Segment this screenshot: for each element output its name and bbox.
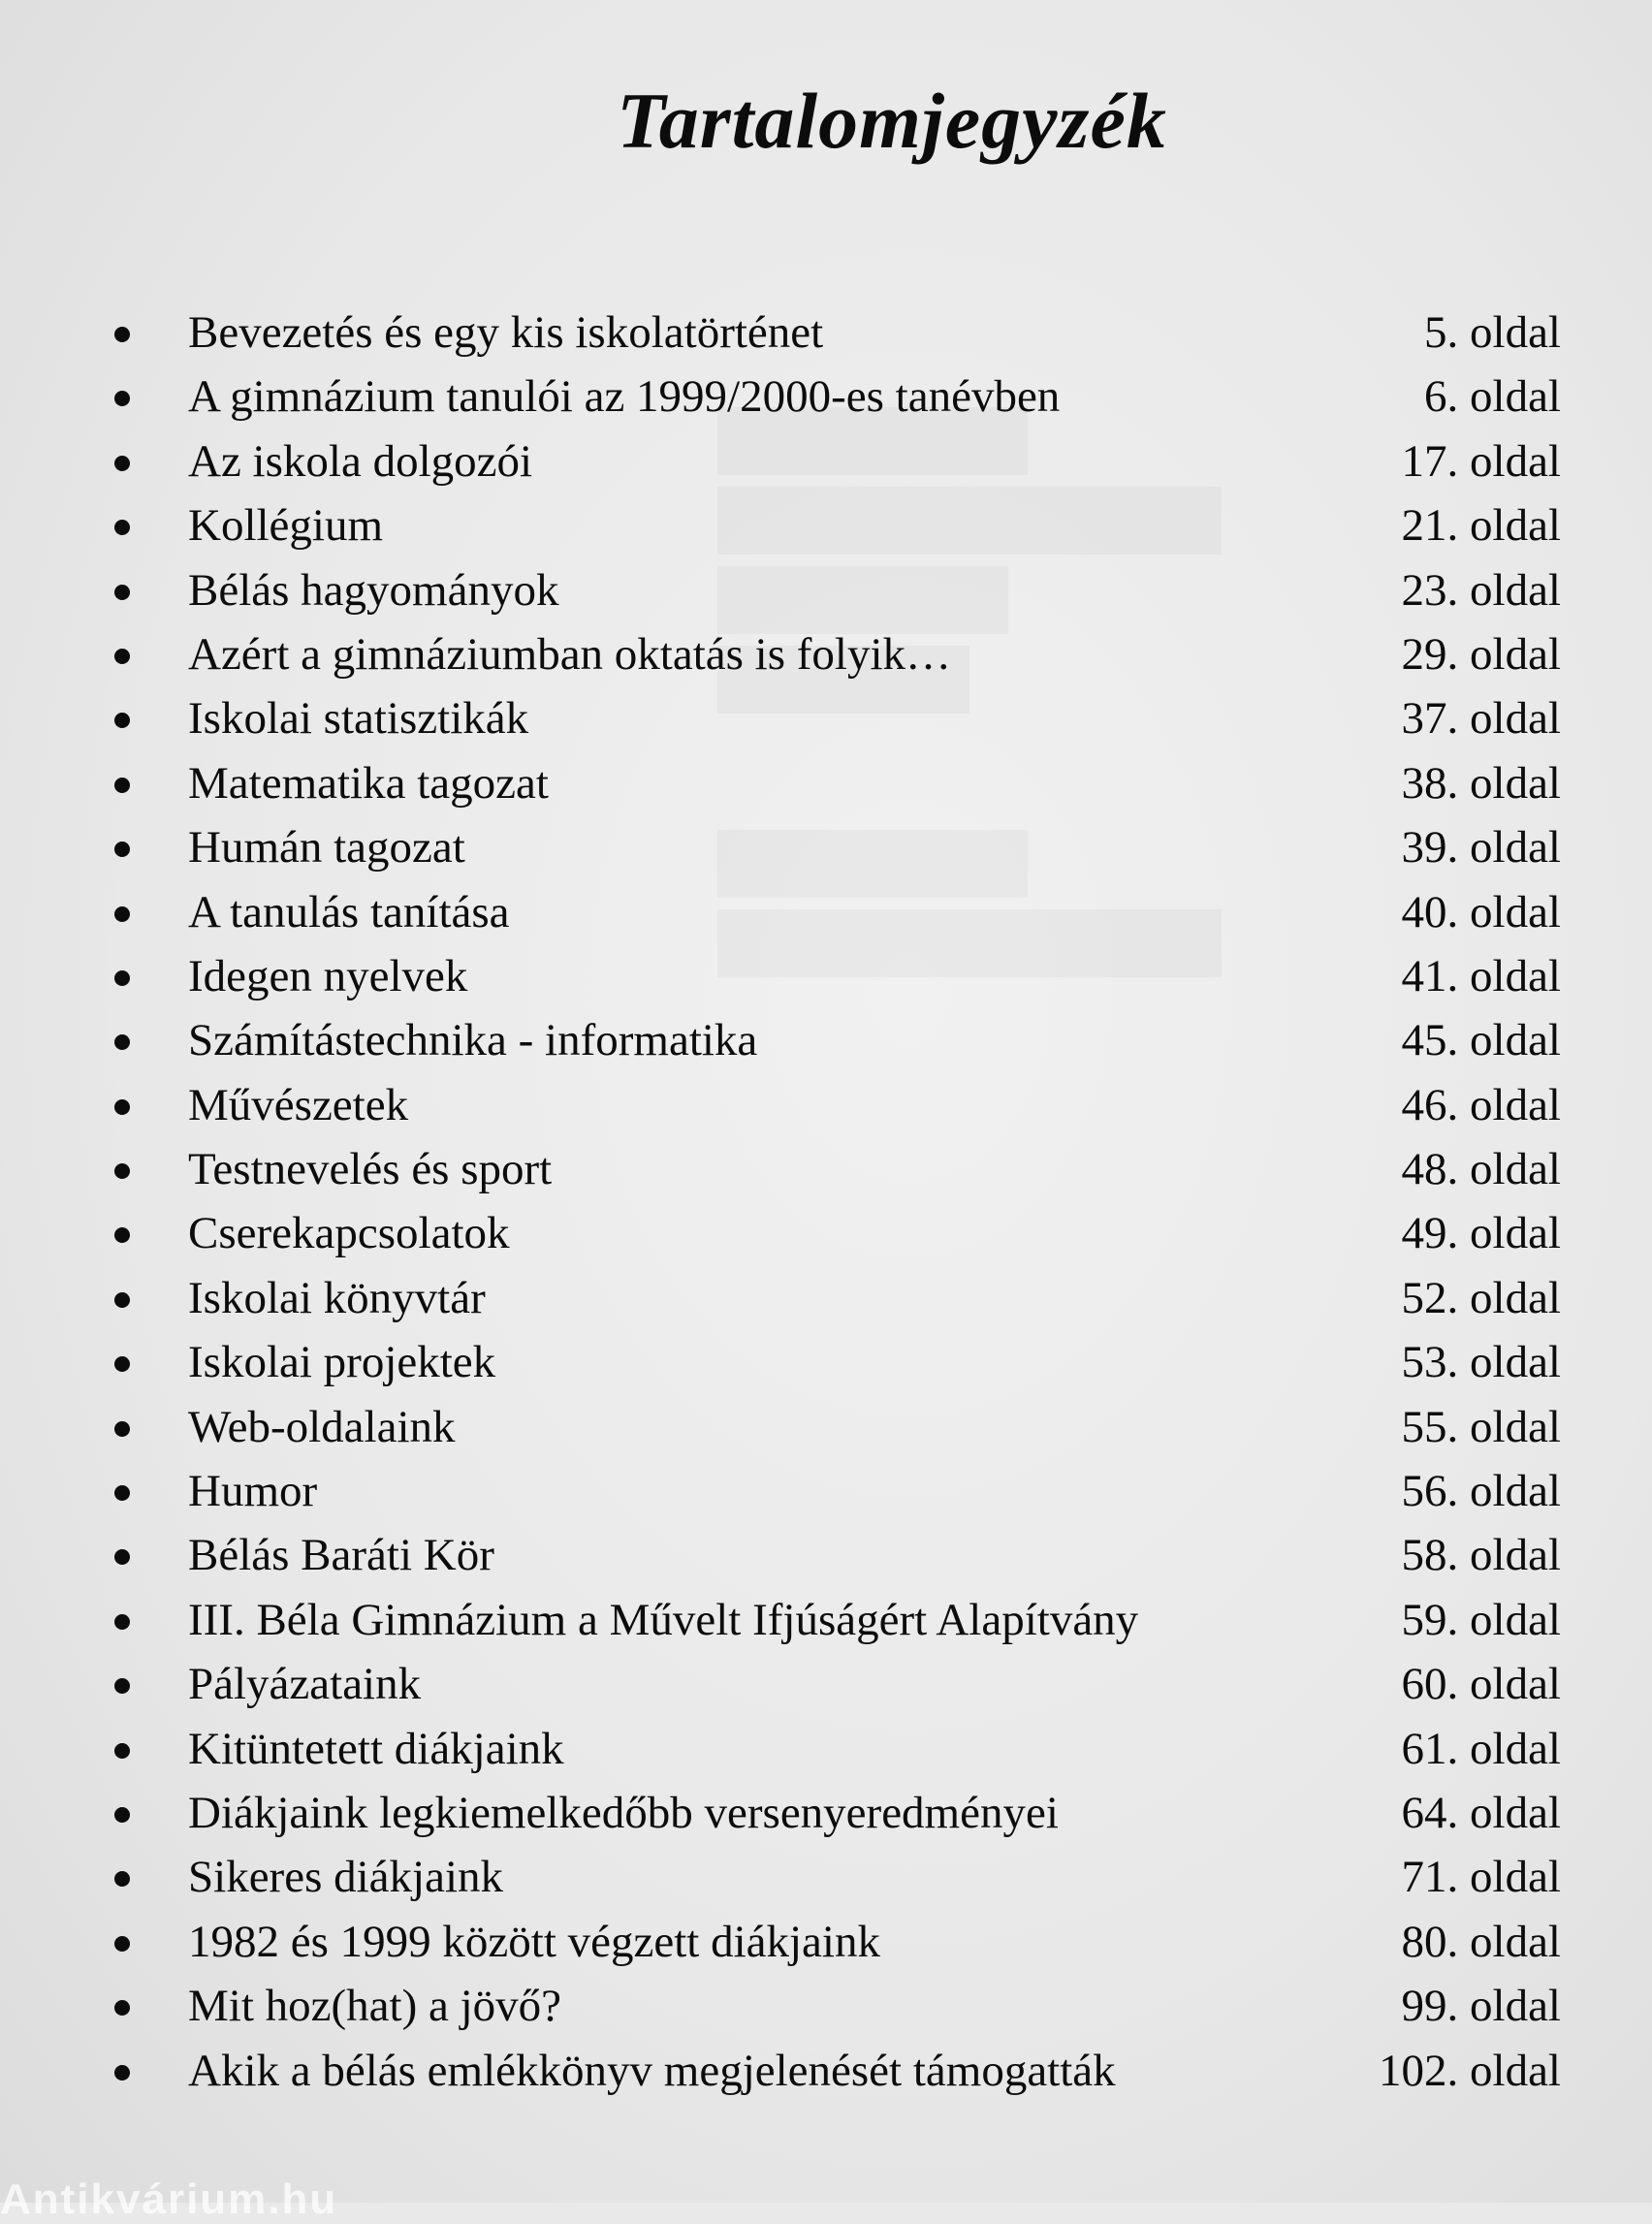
toc-entry-page: 52. oldal <box>1401 1272 1561 1323</box>
toc-entry-title: A tanulás tanítása <box>188 886 510 937</box>
bullet-icon <box>114 1227 130 1243</box>
toc-entry-title: 1982 és 1999 között végzett diákjaink <box>188 1916 880 1967</box>
toc-entry[interactable] <box>105 686 1561 750</box>
toc-entry[interactable] <box>105 493 1561 557</box>
toc-entry-title: Kitüntetett diákjaink <box>188 1723 564 1774</box>
toc-entry[interactable] <box>105 1717 1561 1781</box>
toc-entry[interactable] <box>105 1459 1561 1523</box>
bullet-icon <box>114 1743 130 1759</box>
toc-entry[interactable] <box>105 1330 1561 1394</box>
toc-entry[interactable] <box>105 1523 1561 1587</box>
toc-entry-page: 59. oldal <box>1401 1594 1561 1645</box>
bullet-icon <box>114 1099 130 1115</box>
bullet-icon <box>114 1356 130 1372</box>
toc-entry[interactable] <box>105 558 1561 622</box>
toc-entry-page: 21. oldal <box>1401 500 1561 552</box>
toc-entry-title: Web-oldalaink <box>188 1401 456 1452</box>
toc-entry[interactable] <box>105 1910 1561 1974</box>
toc-entry-title: Matematika tagozat <box>188 757 549 809</box>
bullet-icon <box>114 391 130 406</box>
toc-entry[interactable] <box>105 1073 1561 1137</box>
toc-entry-title: Bevezetés és egy kis iskolatörténet <box>188 307 824 358</box>
bullet-icon <box>114 1292 130 1308</box>
toc-entry-title: Iskolai projektek <box>188 1337 496 1388</box>
toc-entry[interactable] <box>105 622 1561 686</box>
toc-entry-page: 58. oldal <box>1401 1530 1561 1581</box>
toc-entry-page: 6. oldal <box>1424 371 1561 423</box>
bullet-icon <box>114 456 130 471</box>
toc-entry-page: 5. oldal <box>1424 307 1561 358</box>
toc-entry-page: 23. oldal <box>1401 564 1561 616</box>
toc-entry-page: 38. oldal <box>1401 757 1561 809</box>
toc-entry-title: Bélás hagyományok <box>188 564 559 616</box>
toc-entry[interactable] <box>105 1781 1561 1845</box>
toc-entry[interactable] <box>105 1201 1561 1265</box>
toc-entry[interactable] <box>105 1008 1561 1072</box>
watermark: Antikvárium.hu <box>0 2176 338 2223</box>
toc-entry-page: 55. oldal <box>1401 1401 1561 1452</box>
toc-entry[interactable] <box>105 1845 1561 1909</box>
toc-entry[interactable] <box>105 1395 1561 1459</box>
toc-entry-title: Az iskola dolgozói <box>188 435 533 487</box>
toc-entry[interactable] <box>105 751 1561 815</box>
toc-entry-page: 40. oldal <box>1401 886 1561 937</box>
toc-entry-page: 64. oldal <box>1401 1787 1561 1838</box>
toc-entry-page: 39. oldal <box>1401 822 1561 874</box>
toc-entry-page: 53. oldal <box>1401 1337 1561 1388</box>
bullet-icon <box>114 906 130 922</box>
toc-entry-page: 29. oldal <box>1401 628 1561 680</box>
toc-entry-title: Cserekapcsolatok <box>188 1208 510 1259</box>
bullet-icon <box>114 1485 130 1501</box>
bullet-icon <box>114 1614 130 1630</box>
page-title: Tartalomjegyzék <box>617 77 1167 165</box>
bullet-icon <box>114 1163 130 1179</box>
bullet-icon <box>114 1549 130 1565</box>
toc-entry-page: 46. oldal <box>1401 1079 1561 1130</box>
toc-entry-title: Testnevelés és sport <box>188 1144 553 1195</box>
toc-entry-title: Iskolai statisztikák <box>188 693 529 745</box>
toc-entry-page: 102. oldal <box>1379 2045 1561 2096</box>
bullet-icon <box>114 1871 130 1887</box>
toc-entry[interactable] <box>105 944 1561 1008</box>
toc-entry-page: 49. oldal <box>1401 1208 1561 1259</box>
table-of-contents <box>105 301 1561 2103</box>
toc-entry-title: A gimnázium tanulói az 1999/2000-es tanévben <box>188 371 1061 423</box>
bullet-icon <box>114 520 130 535</box>
toc-entry-title: Bélás Baráti Kör <box>188 1530 494 1581</box>
bullet-icon <box>114 1936 130 1952</box>
toc-entry-title: Idegen nyelvek <box>188 950 468 1001</box>
toc-entry-title: Pályázataink <box>188 1659 422 1710</box>
bullet-icon <box>114 1034 130 1050</box>
toc-entry-title: Akik a bélás emlékkönyv megjelenését támogatták <box>188 2045 1116 2096</box>
toc-entry-page: 99. oldal <box>1401 1981 1561 2032</box>
toc-entry-page: 41. oldal <box>1401 950 1561 1001</box>
toc-entry[interactable] <box>105 880 1561 944</box>
toc-entry-page: 48. oldal <box>1401 1144 1561 1195</box>
toc-entry-title: Azért a gimnáziumban oktatás is folyik… <box>188 628 952 680</box>
toc-entry-title: Kollégium <box>188 500 384 552</box>
bullet-icon <box>114 970 130 986</box>
toc-entry-page: 80. oldal <box>1401 1916 1561 1967</box>
toc-entry-page: 17. oldal <box>1401 435 1561 487</box>
toc-entry-page: 37. oldal <box>1401 693 1561 745</box>
toc-entry-title: Számítástechnika - informatika <box>188 1015 758 1066</box>
bullet-icon <box>114 1421 130 1437</box>
toc-entry-page: 45. oldal <box>1401 1015 1561 1066</box>
toc-entry[interactable] <box>105 429 1561 493</box>
bullet-icon <box>114 1807 130 1823</box>
bullet-icon <box>114 842 130 857</box>
bullet-icon <box>114 2000 130 2016</box>
bullet-icon <box>114 2065 130 2081</box>
toc-entry-page: 56. oldal <box>1401 1466 1561 1517</box>
toc-entry[interactable] <box>105 1588 1561 1652</box>
bullet-icon <box>114 585 130 600</box>
bullet-icon <box>114 778 130 793</box>
toc-entry-page: 60. oldal <box>1401 1659 1561 1710</box>
toc-entry-title: Művészetek <box>188 1079 409 1130</box>
toc-entry-title: Diákjaink legkiemelkedőbb versenyeredményei <box>188 1787 1059 1838</box>
bullet-icon <box>114 649 130 664</box>
toc-entry-title: Humán tagozat <box>188 822 465 874</box>
toc-entry[interactable] <box>105 1974 1561 2038</box>
toc-entry[interactable] <box>105 1137 1561 1201</box>
toc-entry[interactable] <box>105 1266 1561 1330</box>
bullet-icon <box>114 327 130 342</box>
toc-entry[interactable] <box>105 365 1561 429</box>
toc-entry[interactable] <box>105 2039 1561 2103</box>
toc-entry-title: Sikeres diákjaink <box>188 1852 504 1903</box>
toc-entry[interactable] <box>105 815 1561 879</box>
toc-entry-title: Iskolai könyvtár <box>188 1272 486 1323</box>
toc-entry-title: III. Béla Gimnázium a Művelt Ifjúságért Alapítvány <box>188 1594 1139 1645</box>
toc-entry[interactable] <box>105 301 1561 365</box>
toc-entry-page: 61. oldal <box>1401 1723 1561 1774</box>
toc-entry-title: Mit hoz(hat) a jövő? <box>188 1981 562 2032</box>
bullet-icon <box>114 1678 130 1694</box>
toc-entry-title: Humor <box>188 1466 318 1517</box>
toc-entry[interactable] <box>105 1652 1561 1716</box>
toc-entry-page: 71. oldal <box>1401 1852 1561 1903</box>
bullet-icon <box>114 713 130 728</box>
